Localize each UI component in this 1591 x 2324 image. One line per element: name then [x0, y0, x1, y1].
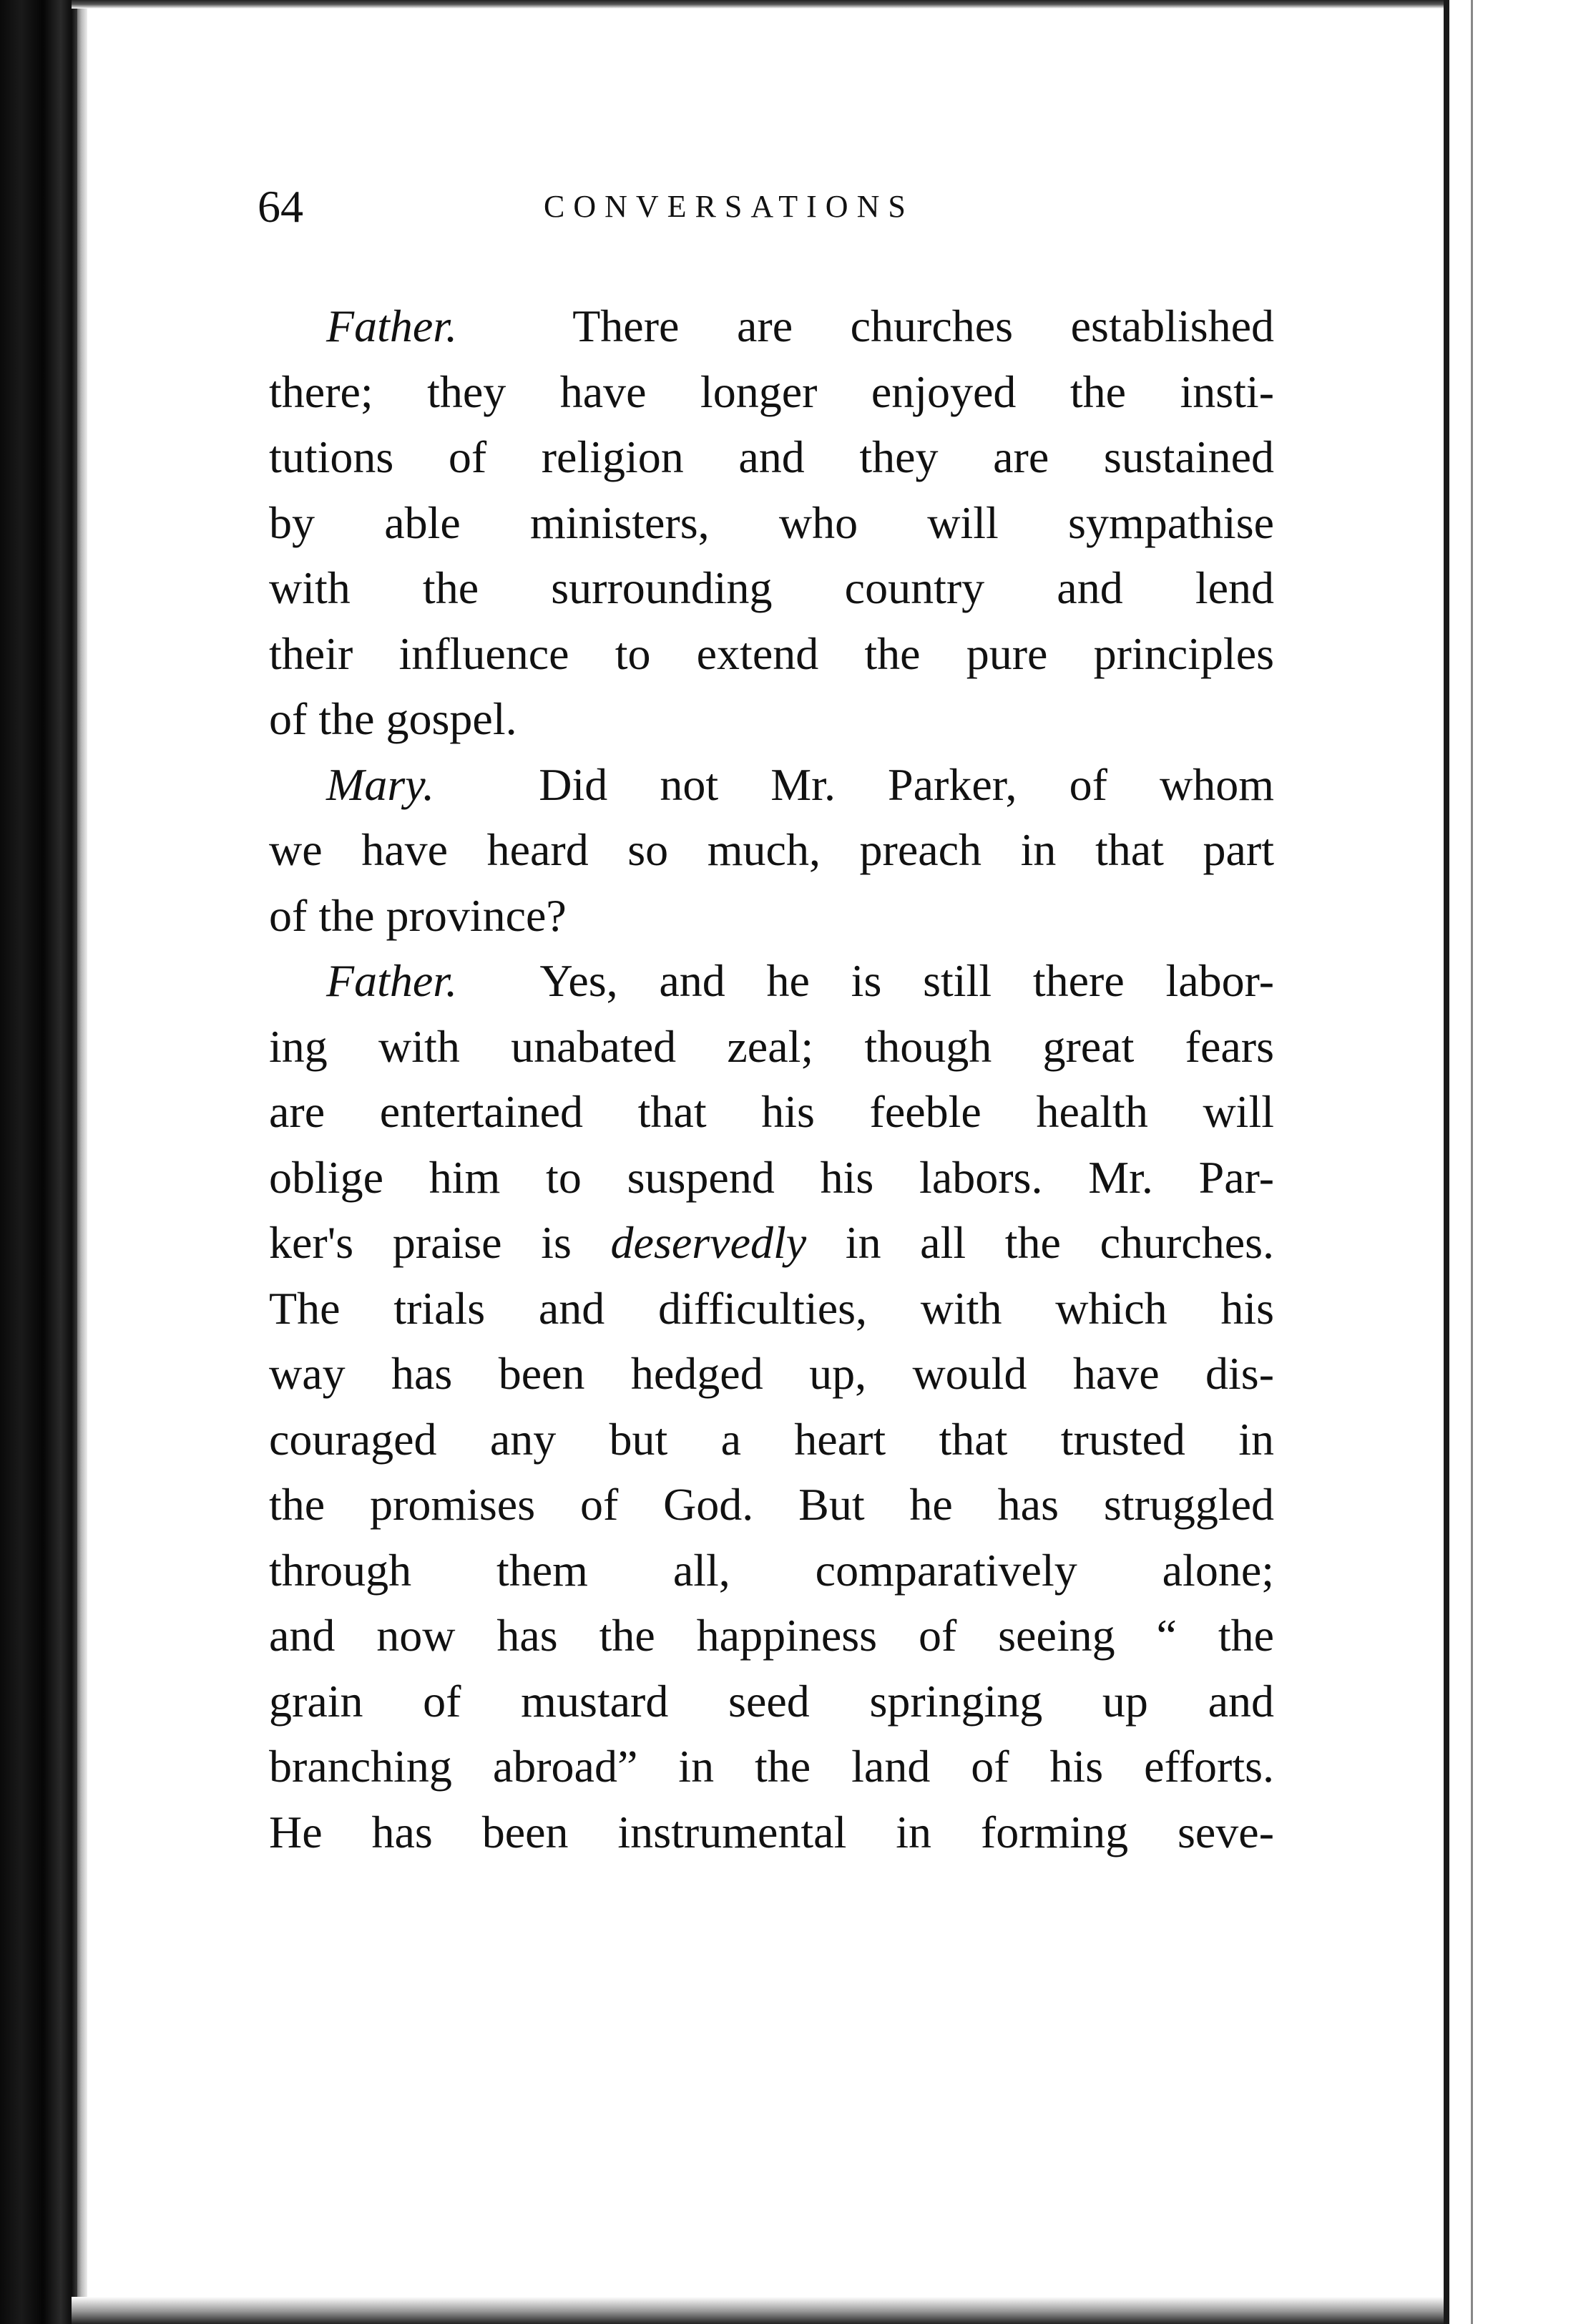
text-line: there; they have longer enjoyed the insti-: [269, 366, 1274, 417]
text-line: couraged any but a heart that trusted in: [269, 1413, 1274, 1465]
text-line: tutions of religion and they are sustained: [269, 431, 1274, 482]
text-line: of the province?: [269, 889, 567, 941]
text-line: we have heard so much, preach in that part: [269, 824, 1274, 875]
bottom-page-edge: [72, 2297, 1445, 2324]
book-spine: [0, 0, 77, 2324]
text-line: Father. There are churches established: [326, 301, 1275, 351]
text-line: Father. Yes, and he is still there labor-: [326, 955, 1274, 1006]
text-line: He has been instrumental in forming seve-: [269, 1806, 1274, 1857]
running-head: CONVERSATIONS: [544, 189, 914, 224]
text-line: with the surrounding country and lend: [269, 562, 1274, 613]
text-line: their influence to extend the pure principles: [269, 628, 1274, 679]
text-line: way has been hedged up, would have dis-: [269, 1348, 1274, 1399]
page-number: 64: [258, 181, 303, 232]
text-line: by able ministers, who will sympathise: [269, 497, 1274, 548]
text-line: The trials and difficulties, with which his: [269, 1282, 1274, 1334]
body-text: [269, 293, 1274, 1865]
speaker-label: Father.: [326, 955, 458, 1006]
right-margin-line: [1471, 0, 1473, 2324]
emphasis: deservedly: [610, 1217, 807, 1268]
speaker-label: Father.: [326, 301, 458, 351]
page-header: [258, 175, 1273, 239]
text-line: through them all, comparatively alone;: [269, 1544, 1274, 1596]
text-line: the promises of God. But he has struggled: [269, 1479, 1274, 1530]
text-line: branching abroad” in the land of his efforts.: [269, 1741, 1274, 1792]
text-line: of the gospel.: [269, 693, 517, 744]
right-page-edge: [1444, 0, 1449, 2324]
speaker-label: Mary.: [326, 758, 435, 810]
text-line: oblige him to suspend his labors. Mr. Par-: [269, 1151, 1274, 1203]
text-line: ing with unabated zeal; though great fears: [269, 1020, 1274, 1072]
text-line: are entertained that his feeble health will: [269, 1086, 1274, 1137]
text-line: and now has the happiness of seeing “ the: [269, 1610, 1274, 1661]
text-line: grain of mustard seed springing up and: [269, 1675, 1274, 1727]
text-line: ker's praise is deservedly in all the churches.: [269, 1217, 1275, 1268]
top-page-edge: [72, 0, 1502, 9]
text-line: Mary. Did not Mr. Parker, of whom: [326, 758, 1274, 810]
spine-shadow: [77, 0, 87, 2324]
